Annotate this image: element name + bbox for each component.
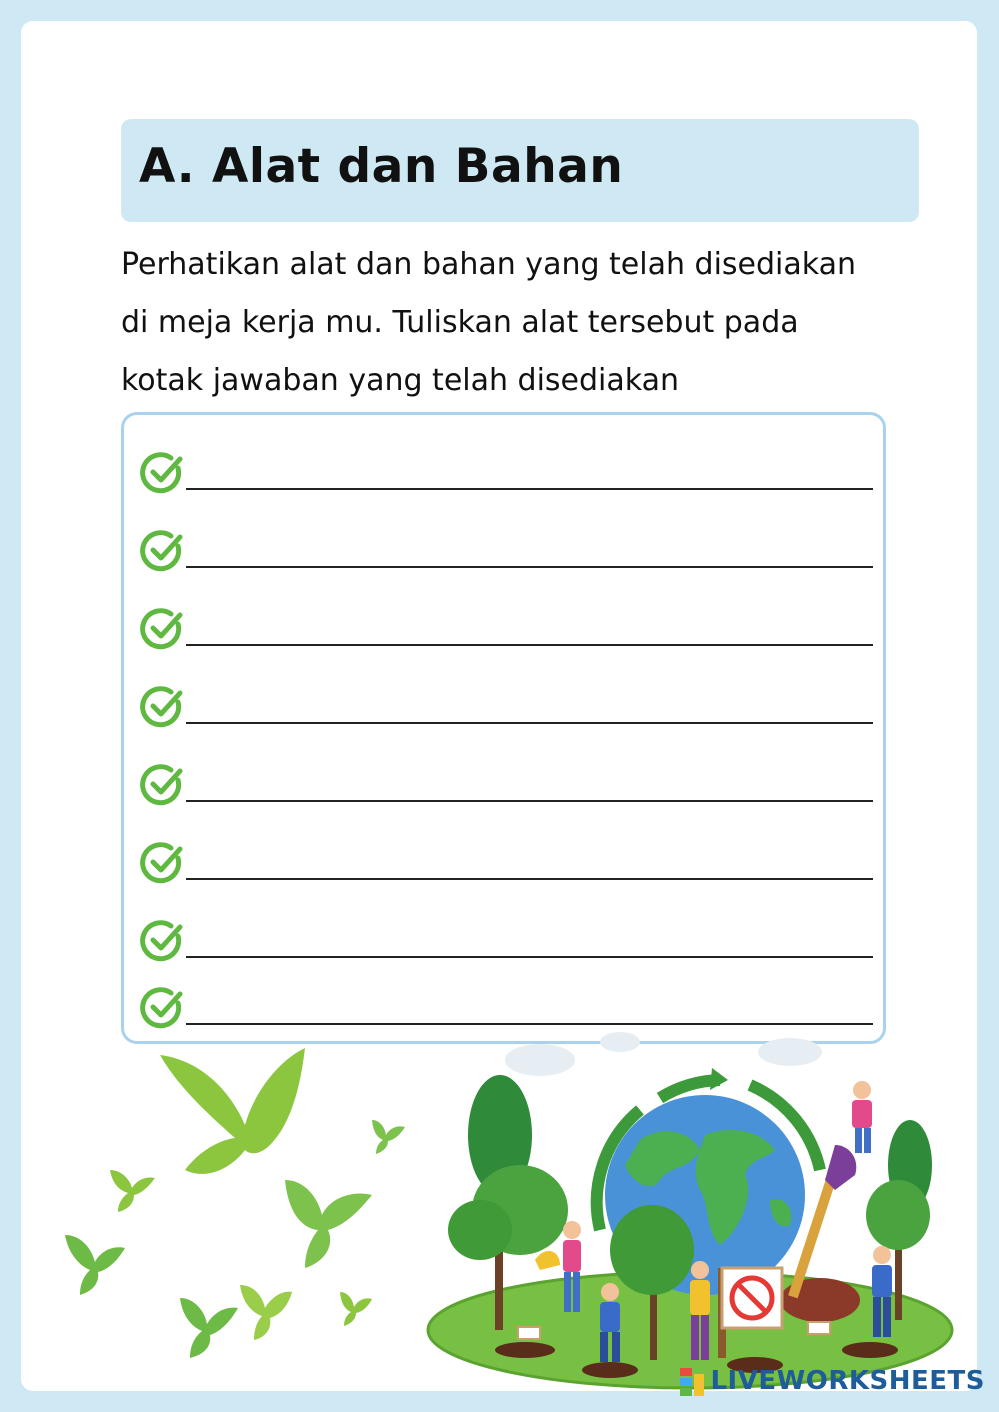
- answer-line-1[interactable]: [186, 488, 873, 490]
- answer-line-2[interactable]: [186, 566, 873, 568]
- check-circle-icon: [138, 760, 188, 810]
- person-figure: [852, 1081, 872, 1153]
- answer-row: [138, 983, 873, 1033]
- answer-row: [138, 526, 873, 576]
- brand-name: LIVEWORKSHEETS: [710, 1366, 985, 1396]
- butterfly-icon: [65, 1235, 125, 1295]
- answer-row: [138, 604, 873, 654]
- check-circle-icon: [138, 448, 188, 498]
- liveworksheets-logo[interactable]: [710, 1366, 985, 1396]
- environment-illustration: [0, 1030, 999, 1390]
- answer-row: [138, 448, 873, 498]
- check-circle-icon: [138, 604, 188, 654]
- instruction-line: kotak jawaban yang telah disediakan: [121, 363, 680, 398]
- answer-row: [138, 682, 873, 732]
- answer-line-3[interactable]: [186, 644, 873, 646]
- check-circle-icon: [138, 983, 188, 1033]
- butterfly-icon: [180, 1298, 238, 1358]
- answer-line-8[interactable]: [186, 1023, 873, 1025]
- butterfly-icon: [240, 1285, 292, 1340]
- check-circle-icon: [138, 916, 188, 966]
- butterfly-icon: [340, 1292, 372, 1326]
- section-header: [121, 119, 919, 222]
- check-circle-icon: [138, 526, 188, 576]
- butterfly-icon: [372, 1120, 405, 1154]
- answer-row: [138, 760, 873, 810]
- answer-box: [121, 412, 886, 1044]
- answer-line-5[interactable]: [186, 800, 873, 802]
- instruction-line: Perhatikan alat dan bahan yang telah disediakan: [121, 247, 856, 282]
- instructions: [121, 236, 941, 410]
- butterfly-icon: [285, 1180, 372, 1268]
- butterfly-icon: [110, 1170, 155, 1212]
- butterfly-icon: [160, 1048, 305, 1174]
- cloud-icon: [505, 1032, 822, 1076]
- check-circle-icon: [138, 682, 188, 732]
- answer-line-4[interactable]: [186, 722, 873, 724]
- answer-line-6[interactable]: [186, 878, 873, 880]
- answer-line-7[interactable]: [186, 956, 873, 958]
- answer-row: [138, 916, 873, 966]
- instruction-line: di meja kerja mu. Tuliskan alat tersebut pada: [121, 305, 799, 340]
- check-circle-icon: [138, 838, 188, 888]
- answer-row: [138, 838, 873, 888]
- section-title: A. Alat dan Bahan: [139, 139, 624, 194]
- liveworksheets-icon: [680, 1368, 706, 1396]
